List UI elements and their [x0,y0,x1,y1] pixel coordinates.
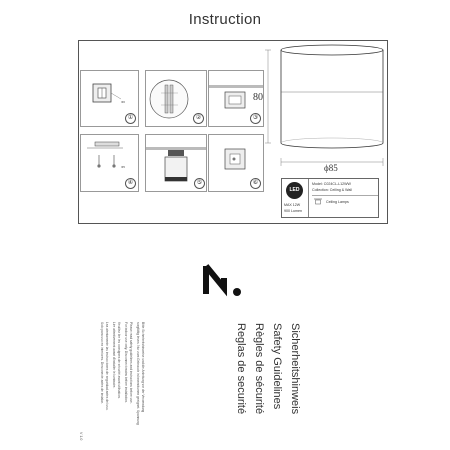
heading-en: Safety Guidelines [271,323,283,410]
heading-de: Sicherheitshinweis [289,323,301,415]
height-dimension-label: 80 [253,92,263,103]
diameter-dimension-label: ϕ85 [324,163,338,173]
heading-es: Reglas de securité [235,323,247,415]
safety-note: Solo para uso en interiores. Desconecte antes de instalar. [100,322,104,404]
safety-note: Lire attentivement avant d'installer le luminaire. [112,322,116,389]
version-label: V 1.0 [79,432,83,441]
step-number: ② [193,113,204,124]
safety-note: For indoor use only. Disconnect mains before installation. [124,322,128,403]
safety-note: Lea atentamente las instrucciones de seguridad antes del uso. [105,322,109,411]
step-1-panel [80,70,139,127]
lumen-text: 900 Lumen [284,209,302,213]
safety-note: sorgfältig lesen. Nur zum Gebrauch in Innenräumen geeignet. Spannung [136,322,140,425]
ceiling-lamp-icon [313,198,323,206]
step-number: ⑥ [250,178,261,189]
spec-rule [312,195,378,196]
svg-text:Φ5: Φ5 [121,165,126,169]
power-text: MAX 12W [284,203,301,207]
category-text: Ceiling Lamps [326,200,349,204]
brand-logo [200,260,245,302]
spec-box [281,178,379,218]
safety-note: Please read safety guidelines and instructions before use. [129,322,133,404]
collection-text: Collection: Ceiling & Wall [312,188,353,192]
page-title: Instruction [188,11,262,28]
step-5-panel [145,134,207,192]
lamp-dimension-drawing [262,40,388,176]
spec-divider [308,179,309,217]
step-6-panel [208,134,264,192]
step-2-panel [145,70,207,127]
safety-note: Veuillez lire les consignes de sécurité avant utilisation. [117,322,121,399]
safety-note: Bitte Sicherheitshinweise und die Anleitung vor der Verwendung [141,322,145,413]
step-number: ③ [250,113,261,124]
step-number: ⑤ [194,178,205,189]
heading-fr: Règles de sécurité [253,323,265,415]
step-4-panel [80,134,139,192]
model-text: Model: C024CL-L12WW [312,182,351,186]
step-number: ① [125,113,136,124]
step-number: ④ [125,178,136,189]
led-badge: LED [286,182,303,199]
svg-text:Φ6: Φ6 [121,100,126,104]
